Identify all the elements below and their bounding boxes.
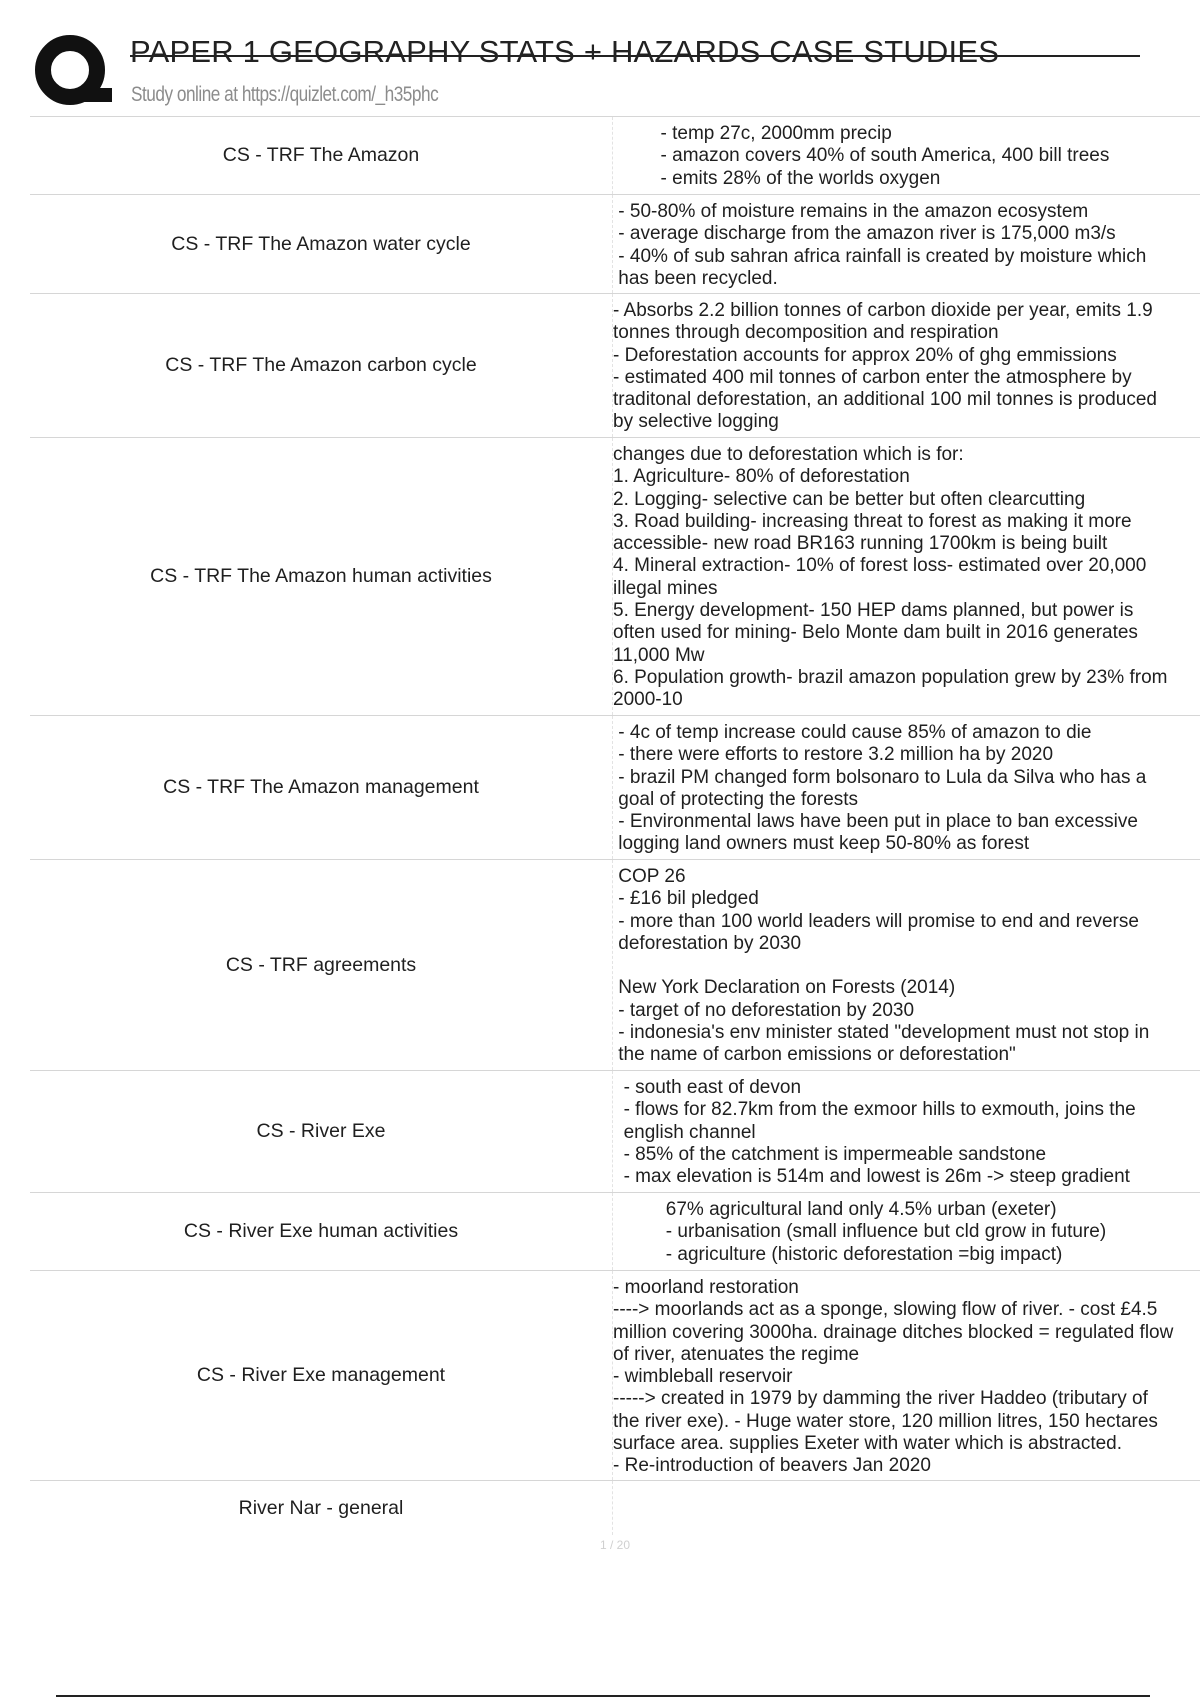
card-term: CS - River Exe <box>256 1120 386 1142</box>
card-term: CS - TRF The Amazon management <box>163 776 479 798</box>
card-definition: 67% agricultural land only 4.5% urban (exeter) - urbanisation (small influence but cld grow in future) - agriculture (historic deforestation =big impact) <box>612 1193 1200 1270</box>
card-term: CS - TRF agreements <box>225 953 417 976</box>
card-definition: - temp 27c, 2000mm precip - amazon covers 40% of south America, 400 bill trees - emits 28% of the worlds oxygen <box>612 117 1200 194</box>
card-definition: - south east of devon - flows for 82.7km from the exmoor hills to exmouth, joins the english channel - 85% of the catchment is impermeable sandstone - max elevation is 514m and lowest is 26m -> steep gradient <box>612 1071 1200 1192</box>
study-online-link[interactable]: Study online at https://quizlet.com/_h35phc <box>131 83 439 106</box>
card-definition: - Absorbs 2.2 billion tonnes of carbon dioxide per year, emits 1.9 tonnes through decomposition and respiration - Deforestation accounts for approx 20% of ghg emmissions - estimated 400 mil tonnes of carbon enter the atmosphere by traditonal deforestation, an additional 100 mil tonnes is produced by selective logging <box>612 294 1200 437</box>
page-indicator: 1 / 20 <box>599 1538 631 1552</box>
card-row <box>30 860 1200 1071</box>
card-term: River Nar - general <box>238 1496 404 1519</box>
card-definition: COP 26 - £16 bil pledged - more than 100 world leaders will promise to end and reverse deforestation by 2030 New York Declaration on Forests (2014) - target of no deforestation by 2030 - indonesia's env minister stated "development must not stop in the name of carbon emissions or deforestation" <box>612 860 1200 1070</box>
card-row <box>30 117 1200 195</box>
card-definition: - 50-80% of moisture remains in the amazon ecosystem - average discharge from the amazon river is 175,000 m3/s - 40% of sub sahran africa rainfall is created by moisture which has been recycled. <box>612 195 1200 293</box>
card-row <box>30 1071 1200 1193</box>
card-definition <box>612 1481 1200 1535</box>
flashcard-table <box>30 116 1200 1535</box>
card-term: CS - River Exe human activities <box>183 1220 459 1242</box>
card-row <box>30 195 1200 294</box>
card-row <box>30 716 1200 860</box>
document-title: PAPER 1 GEOGRAPHY STATS + HAZARDS CASE STUDIES <box>130 34 1000 69</box>
card-term: CS - TRF The Amazon <box>222 144 420 166</box>
card-row <box>30 294 1200 438</box>
card-definition: changes due to deforestation which is for: 1. Agriculture- 80% of deforestation 2. Logging- selective can be better but often clearcutting 3. Road building- increasing threat to forest as making it more accessible- new road BR163 running 1700km is being built 4. Mineral extraction- 10% of forest loss- estimated over 20,000 illegal mines 5. Energy development- 150 HEP dams planned, but power is often used for mining- Belo Monte dam built in 2016 generates 11,000 Mw 6. Population growth- brazil amazon population grew by 23% from 2000-10 <box>612 438 1200 715</box>
card-term: CS - TRF The Amazon water cycle <box>171 232 471 255</box>
card-definition: - moorland restoration ----> moorlands act as a sponge, slowing flow of river. - cost £4.5 million covering 3000ha. drainage ditches blocked = regulated flow of river, atenuates the regime - wimbleball reservoir -----> created in 1979 by damming the river Haddeo (tributary of the river exe). - Huge water store, 120 million litres, 150 hectares surface area. supplies Exeter with water which is abstracted. - Re-introduction of beavers Jan 2020 <box>612 1271 1200 1480</box>
card-term: CS - TRF The Amazon human activities <box>150 565 492 587</box>
card-row <box>30 1481 1200 1535</box>
title-strikethrough-rule <box>130 55 1140 57</box>
card-term: CS - TRF The Amazon carbon cycle <box>165 354 477 376</box>
card-row <box>30 1271 1200 1481</box>
card-row <box>30 1193 1200 1271</box>
footer-rule <box>56 1695 1150 1697</box>
card-row <box>30 438 1200 716</box>
card-term: CS - River Exe management <box>196 1364 446 1386</box>
quizlet-logo <box>32 32 112 112</box>
card-definition: - 4c of temp increase could cause 85% of amazon to die - there were efforts to restore 3.2 million ha by 2020 - brazil PM changed form bolsonaro to Lula da Silva who has a goal of protecting the forests - Environmental laws have been put in place to ban excessive logging land owners must keep 50-80% as forest <box>612 716 1200 859</box>
